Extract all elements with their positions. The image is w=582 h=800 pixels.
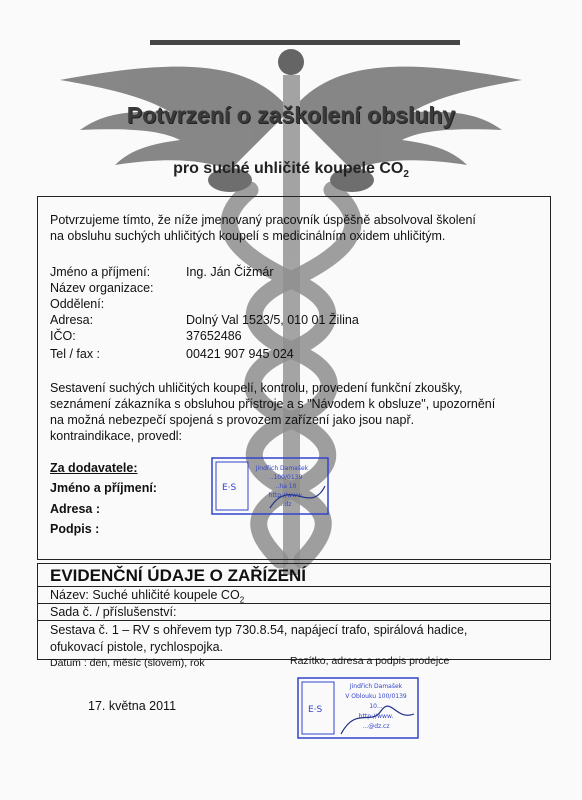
field-label-phone: Tel / fax : [50,347,101,361]
stamp-bottom-line-2: V Oblouku 100/0139 [345,693,407,700]
stamp-bottom-line-5: ...@dz.cz [362,723,390,730]
field-label-address: Adresa: [50,313,94,327]
field-value-phone: 00421 907 945 024 [186,347,294,361]
intro-line-1: Potvrzujeme tímto, že níže jmenovaný pracovník úspěšně absolvoval školení [50,213,476,227]
page-title: Potvrzení o zaškolení obsluhy [126,102,456,128]
divider [37,620,551,621]
seller-stamp [296,676,420,740]
stamp-logo-text: E·S [308,705,323,715]
paragraph-line-3: na možná nebezpečí spojená s provozem zařízení jako jsou např. [50,413,415,427]
field-label-department: Oddělení: [50,297,105,311]
paragraph-line-4: kontraindikace, provedl: [50,429,183,443]
device-name: Název: Suché uhličité koupele $CO_2$ [50,588,245,605]
device-set: Sada č. / příslušenství: [50,605,177,619]
stamp-top-line-4: http://www. [268,492,304,499]
device-desc-line-1: Sestava č. 1 – RV s ohřevem typ 730.8.54, napájecí trafo, spirálová hadice, [50,623,468,637]
stamp-logo-text: E·S [222,483,237,493]
stamp-label: Razítko, adresa a podpis prodejce [290,655,450,667]
supplier-heading: Za dodavatele: [50,461,138,475]
intro-line-2: na obsluhu suchých uhličitých koupelí s medicinálním oxidem uhličitým. [50,229,446,243]
stamp-top-line-5: ..dz [280,501,292,508]
stamp-top-line-1: Jindřich Damašek [255,465,309,472]
stamp-bottom-line-3: 10... [369,703,383,710]
date-label: Datum : den, měsíc (slovem), rok [50,657,205,669]
field-label-name: Jméno a příjmení: [50,265,151,279]
field-label-organization: Název organizace: [50,281,154,295]
supplier-address-label: Adresa : [50,502,101,516]
stamp-top-line-2: ..100/0139 [269,474,303,481]
field-value-name: Ing. Ján Čižmár [186,265,274,279]
supplier-stamp [210,456,330,516]
stamp-bottom-line-4: http://www. [358,713,394,720]
stamp-bottom-line-1: Jindřich Damašek [349,683,403,690]
device-desc-line-2: ofukovací pistole, rychlospojka. [50,640,224,654]
paragraph-line-2: seznámení zákazníka s obsluhou přístroje a s "Návodem k obsluze", upozornění [50,397,496,411]
device-heading: EVIDENČNÍ ÚDAJE O ZAŘÍZENÍ [50,566,306,585]
date-value: 17. května 2011 [88,699,177,713]
supplier-signature-label: Podpis : [50,522,100,536]
page-subtitle: pro suché uhličité koupele $CO_2$ [173,160,409,181]
field-value-ico: 37652486 [186,329,242,343]
paragraph-line-1: Sestavení suchých uhličitých koupelí, kontrolu, provedení funkční zkoušky, [50,381,463,395]
field-label-ico: IČO: [50,329,76,343]
supplier-name-label: Jméno a příjmení: [50,481,157,495]
field-value-address: Dolný Val 1523/5, 010 01 Žilina [186,313,359,327]
stamp-top-line-3: ..ha 10 [275,483,297,490]
